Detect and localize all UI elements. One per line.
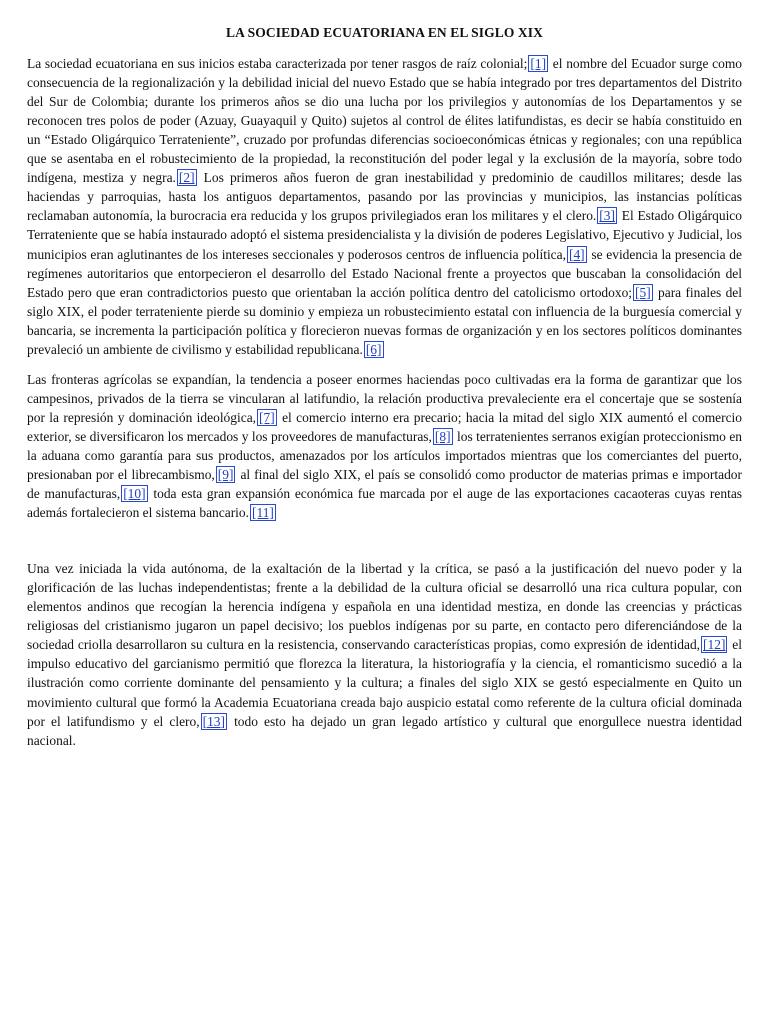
footnote-link-10[interactable]: [10] (123, 486, 146, 502)
footnote-link-11[interactable]: [11] (252, 505, 274, 521)
paragraph-text: los terratenientes serranos exigían proteccionismo en la aduana como garantía para sus productos, amenazados por los artículos importados mientras que los comerciantes del puerto, presionaban por el librecambismo, (27, 428, 743, 483)
paragraph-text: al final del siglo XIX, el país se consolidó como productor de materias primas e importador de manufacturas, (27, 467, 742, 502)
paragraph-3 (27, 559, 742, 749)
footnote-link-6[interactable]: [6] (365, 341, 382, 357)
paragraph-text: Las fronteras agrícolas se expandían, la tendencia a poseer enormes haciendas poco cultivadas era la forma de garantizar que los campesinos, privados de la tierra se vincularan al latifundio, la relación productiva prevaleciente era el concertaje que se sostenía por la represión y dominación ideológica, (27, 371, 742, 425)
paragraph-text: para finales del siglo XIX, el poder terrateniente pierde su dominio y empieza un robustecimiento estatal con influencia de la burguesía comercial y bancaria, se incrementa la participación política y florecieron nuevas formas de organización y en los sectores políticos dominantes prevaleció un ambiente de civilismo y estabilidad republicana. (27, 284, 742, 357)
document-title: LA SOCIEDAD ECUATORIANA EN EL SIGLO XIX (226, 25, 543, 40)
paragraph-text: El Estado Oligárquico Terrateniente que se había instaurado adoptó el sistema presidencialista y la división de poderes Legislativo, Ejecutivo y Judicial, los municipios eran aglutinantes de los intereses seccionales y poderosos centros de influencia política, (27, 208, 742, 262)
paragraph-1 (27, 54, 742, 359)
document-page (27, 23, 742, 750)
footnote-link-1[interactable]: [1] (530, 56, 547, 72)
footnote-link-12[interactable]: [12] (703, 637, 726, 653)
paragraph-text: La sociedad ecuatoriana en sus inicios estaba caracterizada por tener rasgos de raíz colonial; (27, 56, 528, 72)
footnote-link-2[interactable]: [2] (178, 170, 195, 186)
paragraph-text: se evidencia la presencia de regímenes autoritarios que entorpecieron el desarrollo del Estado Nacional frente a proyectos que buscaban la consolidación del Estado pero que eran contradictorios puesto que orientaban la acción política dentro del catolicismo ortodoxo; (27, 246, 742, 300)
footnote-link-4[interactable]: [4] (568, 246, 585, 262)
footnote-link-7[interactable]: [7] (259, 409, 275, 425)
paragraph-text: el comercio interno era precario; hacia la mitad del siglo XIX aumentó el comercio exterior, se diversificaron los mercados y los proveedores de manufacturas, (27, 409, 742, 444)
footnote-link-3[interactable]: [3] (599, 208, 615, 224)
footnote-link-13[interactable]: [13] (202, 713, 225, 729)
paragraph-text: toda esta gran expansión económica fue marcada por el auge de las exportaciones cacaoteras cuyas rentas además fortalecieron el sistema bancario. (27, 486, 743, 521)
paragraph-text: el impulso educativo del garcianismo permitió que florezca la literatura, la historiografía y la ciencia, el romanticismo sucedió a la ilustración como corriente dominante del pensamiento y la cultura; a finales del siglo XIX se gestó especialmente en Quito un movimiento cultural que formó la Academia Ecuatoriana creada bajo auspicio estatal como referente de la cultura oficial dominada por el latifundismo y el clero, (27, 637, 742, 729)
paragraph-text: el nombre del Ecuador surge como consecuencia de la regionalización y la debilidad inicial del nuevo Estado que se había integrado por tres departamentos del Distrito del Sur de Colombia; durante los primeros años se dio una lucha por los privilegios y autonomías de los Departamentos y se reconocen tres polos de poder (Azuay, Guayaquil y Quito) sujetos al control de élites latifundistas, es decir se había constituido en un “Estado Oligárquico Terrateniente”, cruzado por profundas diferencias socioeconómicas étnicas y regionales; con una república que se asentaba en el robustecimiento de la propiedad, la reconstitución del poder legal y la exclusión de la mayoría, sobre todo indígena, mestiza y negra. (27, 56, 742, 186)
paragraph-2 (27, 370, 742, 522)
paragraph-text: Una vez iniciada la vida autónoma, de la exaltación de la libertad y la crítica, se pasó a la justificación del nuevo poder y la glorificación de las luchas independentistas; frente a la debilidad de la cultura oficial se desarrolló una rica cultura popular, con elementos andinos que recogían la herencia indígena y española en una identidad mestiza, en donde las creencias y prácticas religiosas del cristianismo jugaron un papel decisivo; los pueblos indígenas por su parte, en contacto pero diferenciándose de la sociedad criolla desarrollaron su cultura en la resistencia, conservando características propias, como expresión de identidad, (27, 561, 742, 653)
paragraph-text: Los primeros años fueron de gran inestabilidad y predominio de caudillos militares; desde las haciendas y parroquias, hasta los antiguos departamentos, pasando por las provincias y municipios, las instancias políticas reclamaban autonomía, la burocracia era reducida y los grupos privilegiados eran los militares y el clero. (27, 170, 742, 224)
footnote-link-8[interactable]: [8] (434, 428, 451, 444)
paragraph-text: todo esto ha dejado un gran legado artístico y cultural que enorgullece nuestra identidad nacional. (27, 713, 742, 748)
footnote-link-5[interactable]: [5] (635, 284, 651, 300)
footnote-link-9[interactable]: [9] (217, 467, 234, 483)
